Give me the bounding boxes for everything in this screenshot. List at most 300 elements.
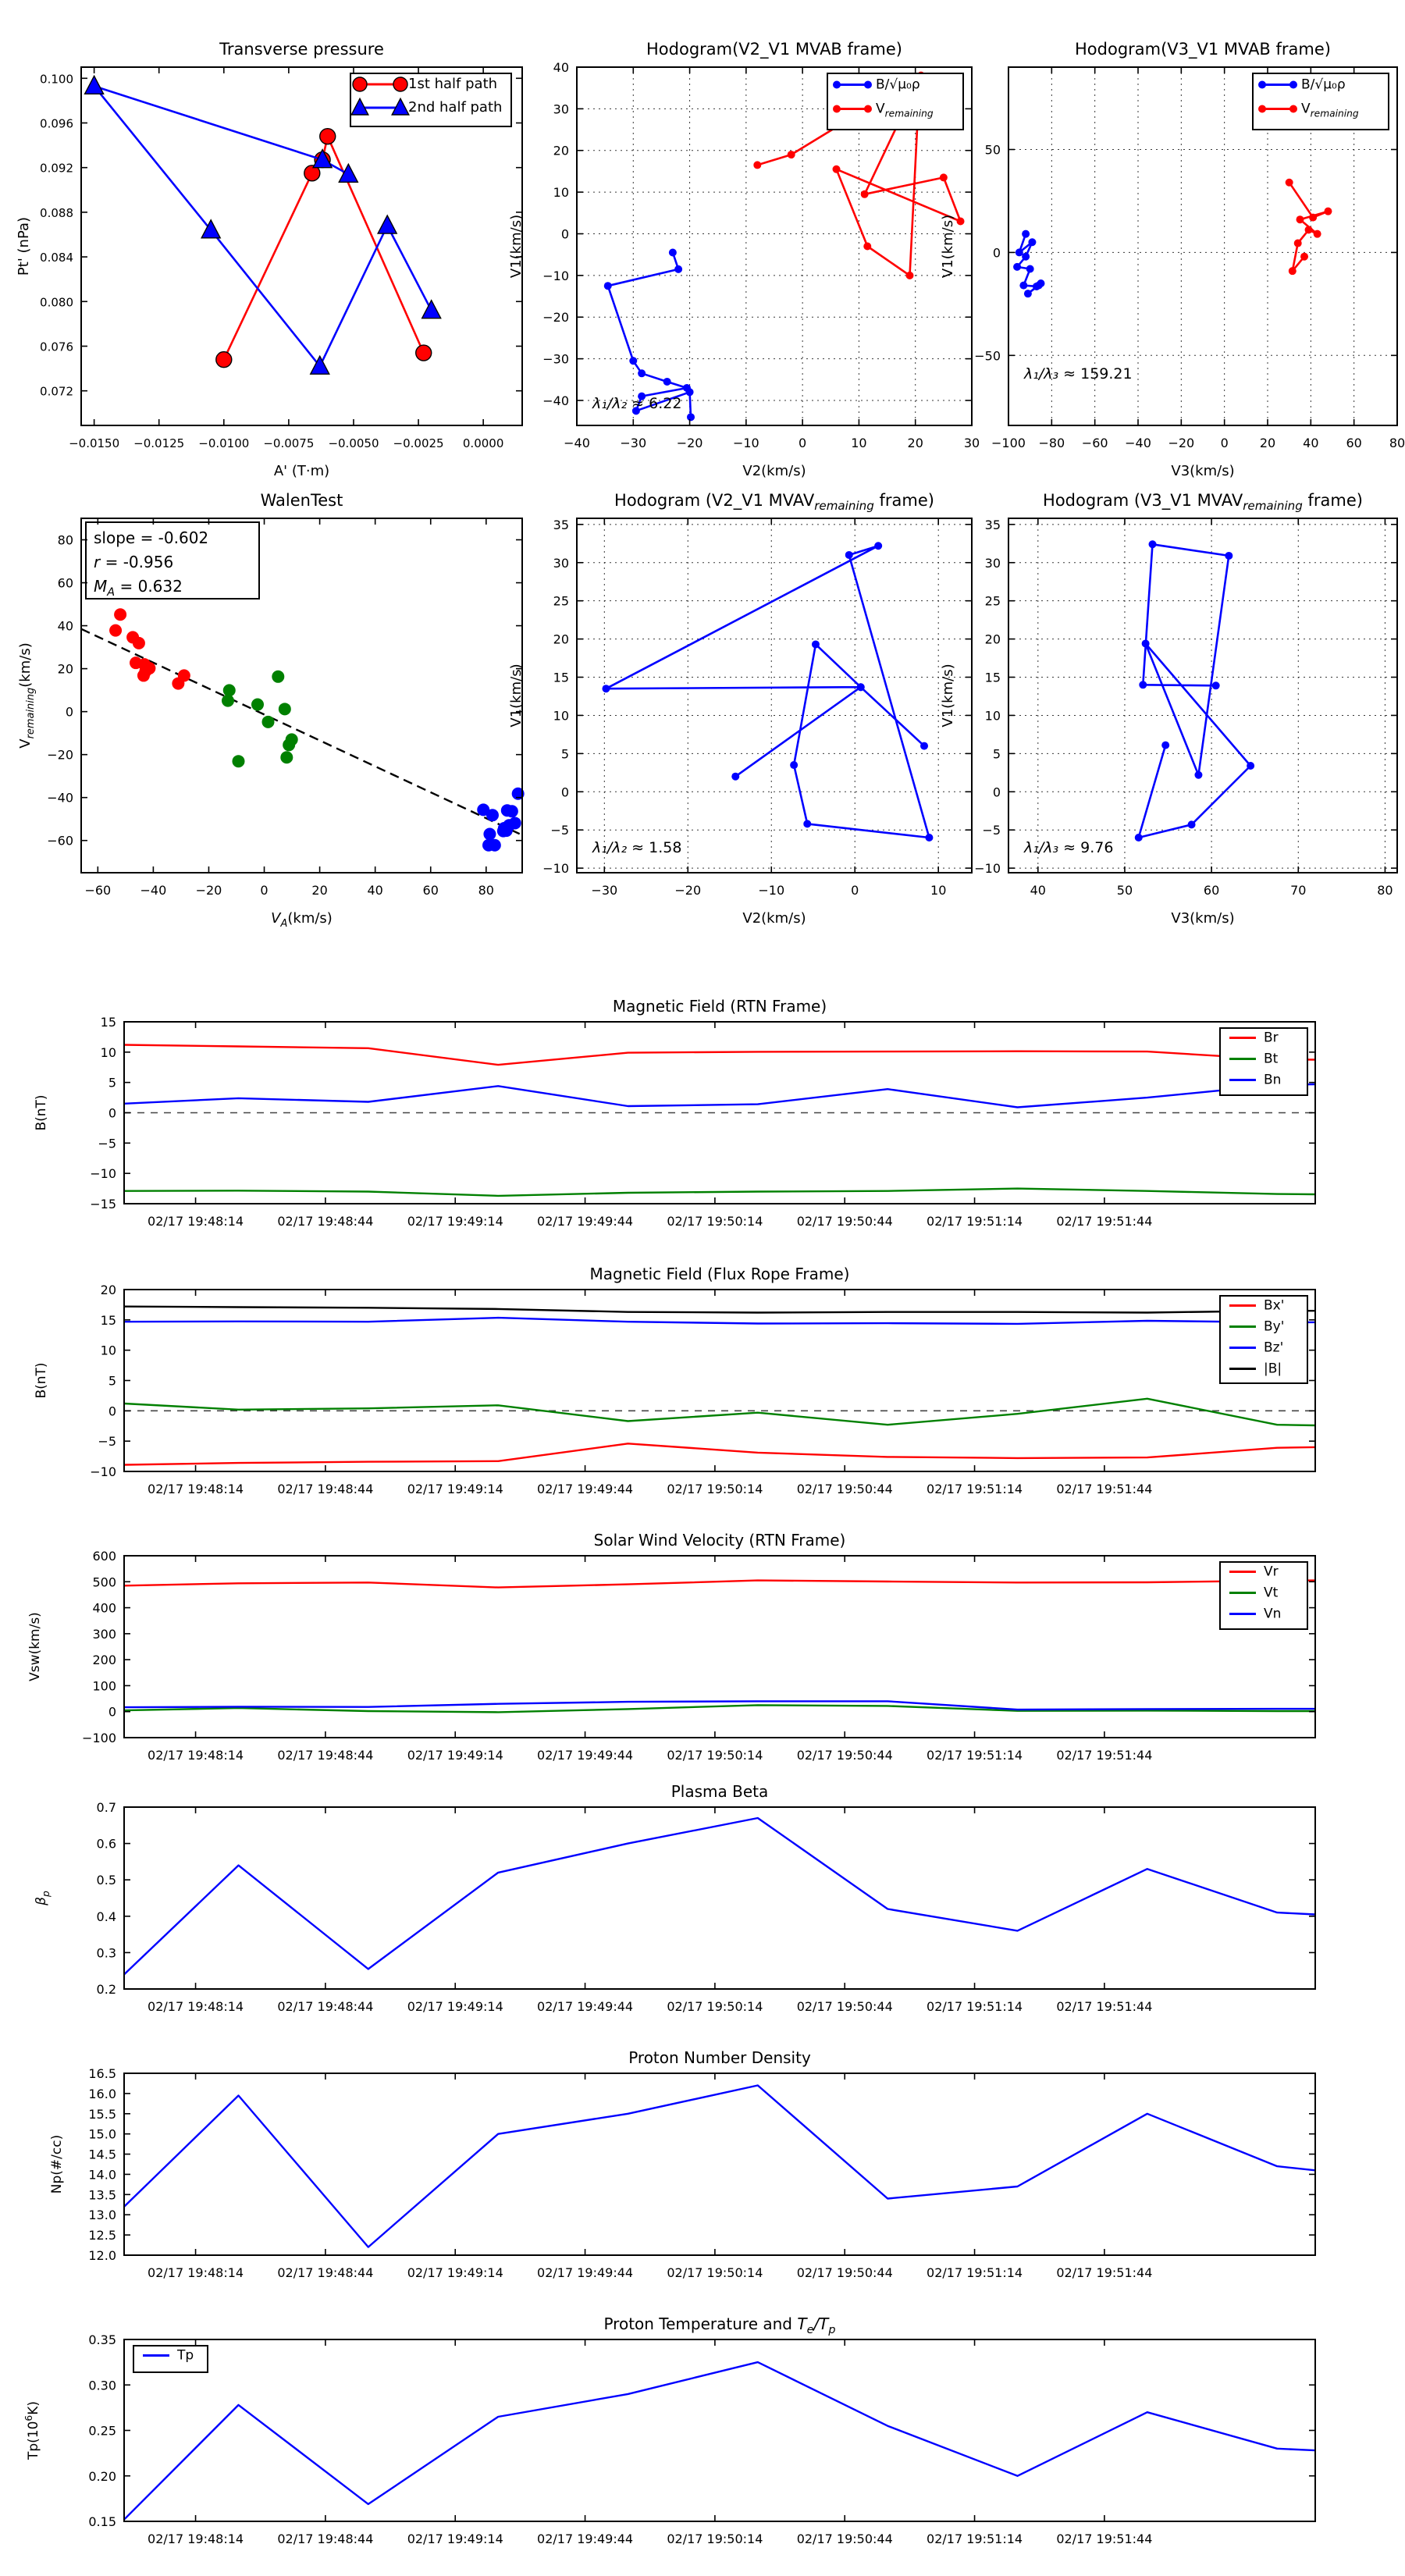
- dot-marker: [1294, 240, 1302, 247]
- dot-marker: [788, 151, 795, 158]
- data-series-B/sqrt(mu0 rho): [608, 253, 691, 418]
- y-tick-label: 5: [108, 1373, 116, 1389]
- dot-marker: [486, 809, 499, 821]
- x-tick-label: 70: [1290, 883, 1307, 898]
- axes-spines: [577, 518, 972, 873]
- dot-marker: [222, 695, 234, 707]
- dot-marker: [920, 742, 928, 750]
- x-tick-label: −40: [140, 883, 167, 898]
- x-tick-label: 0.0000: [462, 436, 504, 450]
- x-tick-label: 02/17 19:50:44: [796, 2265, 893, 2280]
- dot-marker: [1013, 263, 1021, 271]
- x-tick-label: 02/17 19:48:14: [148, 2265, 244, 2280]
- y-tick-label: 10: [100, 1343, 116, 1358]
- dot-marker: [1247, 762, 1254, 770]
- dot-marker: [1016, 248, 1023, 256]
- x-tick-label: 02/17 19:50:44: [796, 1214, 893, 1229]
- y-tick-label: 14.5: [88, 2147, 116, 2162]
- data-series-Bx': [124, 1443, 1315, 1464]
- data-series-|B|: [124, 1307, 1315, 1313]
- x-tick-label: −0.0075: [263, 436, 315, 450]
- x-tick-label: −20: [676, 436, 703, 450]
- dot-marker: [1149, 540, 1157, 548]
- x-tick-label: 02/17 19:50:44: [796, 1999, 893, 2014]
- dot-marker: [812, 640, 820, 648]
- data-series-1st half path: [224, 137, 424, 360]
- x-tick-label: 0: [851, 883, 859, 898]
- data-series-beta_p: [124, 1818, 1315, 1974]
- y-tick-label: 0: [108, 1704, 116, 1720]
- data-series-Vr: [124, 1581, 1315, 1588]
- y-tick-label: 0.096: [40, 116, 73, 131]
- y-tick-label: 16.0: [88, 2086, 116, 2101]
- y-tick-label: 15: [984, 670, 1001, 685]
- x-tick-label: 02/17 19:48:14: [148, 1214, 244, 1229]
- y-axis-label: Pt' (nPa): [16, 216, 32, 276]
- x-tick-label: 10: [851, 436, 867, 450]
- x-tick-label: 02/17 19:50:14: [667, 2532, 763, 2546]
- panel-title: Magnetic Field (RTN Frame): [612, 997, 827, 1016]
- x-tick-label: −0.0050: [328, 436, 379, 450]
- x-tick-label: 02/17 19:48:14: [148, 2532, 244, 2546]
- dot-marker: [283, 738, 295, 751]
- plot-title: Hodogram (V2_V1 $MVAV_{remaining}$ frame): [614, 491, 934, 513]
- x-tick-label: 20: [907, 436, 923, 450]
- dot-marker: [1289, 267, 1297, 275]
- x-tick-label: 02/17 19:49:44: [537, 1482, 634, 1496]
- y-tick-label: −40: [542, 393, 569, 408]
- legend-label: |B|: [1264, 1361, 1282, 1377]
- x-tick-label: 02/17 19:49:14: [407, 1214, 503, 1229]
- dot-marker: [1289, 81, 1297, 89]
- dot-marker: [1212, 681, 1220, 689]
- data-series-Tp: [124, 2362, 1315, 2520]
- x-tick-label: 02/17 19:48:14: [148, 1482, 244, 1496]
- data-series-V3-V1 path: [1139, 544, 1250, 838]
- dot-marker: [687, 413, 695, 421]
- panel-title: Proton Temperature and $T_e/T_p$: [603, 2314, 836, 2336]
- x-tick-label: 02/17 19:48:44: [277, 1214, 374, 1229]
- y-axis-label: B(nT): [34, 1094, 49, 1131]
- x-tick-label: 02/17 19:49:14: [407, 2532, 503, 2546]
- dot-marker: [489, 839, 501, 852]
- legend-label: Vr: [1264, 1564, 1279, 1580]
- dot-marker: [1142, 639, 1150, 647]
- x-tick-label: −0.0125: [133, 436, 185, 450]
- x-axis-label: V2(km/s): [742, 463, 806, 479]
- legend-label: B/√μ₀ρ: [1301, 76, 1346, 93]
- x-tick-label: −20: [195, 883, 222, 898]
- x-tick-label: 02/17 19:49:44: [537, 2532, 634, 2546]
- y-tick-label: 300: [92, 1626, 116, 1642]
- annotation: λ₁/λ₃ ≈ 9.76: [1024, 839, 1114, 856]
- dot-marker: [1022, 230, 1030, 238]
- y-axis-label: $V_{remaining}(km/s)$: [17, 642, 37, 749]
- dot-marker: [638, 369, 646, 377]
- x-tick-label: 0: [260, 883, 269, 898]
- x-tick-label: 02/17 19:50:14: [667, 1999, 763, 2014]
- y-tick-label: 0.6: [96, 1836, 116, 1852]
- y-tick-label: −15: [90, 1197, 116, 1212]
- x-axis-label: V3(km/s): [1171, 463, 1235, 479]
- legend-label: Bt: [1264, 1051, 1279, 1067]
- y-axis-label: Np(#/cc): [49, 2134, 65, 2194]
- legend-label: 2nd half path: [408, 99, 503, 116]
- y-tick-label: −5: [98, 1434, 116, 1450]
- x-tick-label: 02/17 19:50:44: [796, 1482, 893, 1496]
- annotation: λ₁/λ₂ ≈ 6.22: [592, 395, 682, 412]
- axes-spines: [124, 1290, 1315, 1471]
- legend-label: Br: [1264, 1030, 1279, 1046]
- x-tick-label: 02/17 19:49:44: [537, 2265, 634, 2280]
- y-axis-label: V1(km/s): [940, 214, 956, 279]
- x-tick-label: 02/17 19:51:44: [1056, 2265, 1153, 2280]
- y-tick-label: 600: [92, 1549, 116, 1564]
- y-tick-label: −10: [90, 1464, 116, 1479]
- y-axis-label: Vsw(km/s): [27, 1612, 43, 1681]
- y-tick-label: −10: [90, 1166, 116, 1182]
- x-tick-label: 02/17 19:49:14: [407, 2265, 503, 2280]
- legend-label: Bx': [1264, 1297, 1285, 1314]
- dot-marker: [1188, 820, 1196, 828]
- legend-label: $V_{remaining}$: [1301, 101, 1359, 119]
- y-tick-label: 500: [92, 1574, 116, 1590]
- dot-marker: [1194, 771, 1202, 779]
- y-tick-label: 0.3: [96, 1945, 116, 1961]
- y-tick-label: 16.5: [88, 2066, 116, 2081]
- x-tick-label: 02/17 19:51:14: [927, 2532, 1023, 2546]
- y-axis-label: $\beta_p$: [34, 1891, 52, 1905]
- dot-marker: [833, 105, 841, 113]
- y-tick-label: −5: [98, 1136, 116, 1151]
- y-axis-label: V1(km/s): [940, 664, 956, 728]
- triangle-marker: [85, 76, 104, 94]
- y-tick-label: 0.35: [88, 2332, 116, 2347]
- y-tick-label: 0: [108, 1404, 116, 1419]
- y-tick-label: 0: [560, 226, 569, 242]
- y-tick-label: 0: [992, 245, 1001, 261]
- dot-marker: [674, 265, 682, 273]
- dot-marker: [1309, 214, 1317, 222]
- y-tick-label: 12.0: [88, 2248, 116, 2263]
- y-tick-label: 0.4: [96, 1909, 116, 1924]
- y-tick-label: 0.092: [40, 161, 73, 176]
- x-axis-label: V3(km/s): [1171, 910, 1235, 927]
- dot-marker: [1135, 834, 1143, 841]
- dot-marker: [663, 378, 671, 386]
- y-tick-label: 400: [92, 1600, 116, 1616]
- y-tick-label: 0.072: [40, 384, 73, 399]
- x-tick-label: −10: [732, 436, 759, 450]
- dot-marker: [1314, 230, 1321, 238]
- dot-marker: [262, 716, 275, 728]
- x-tick-label: 02/17 19:49:14: [407, 1748, 503, 1763]
- x-tick-label: 40: [367, 883, 383, 898]
- axes-spines: [124, 1807, 1315, 1989]
- triangle-marker: [422, 301, 441, 318]
- y-tick-label: 35: [984, 517, 1001, 532]
- x-tick-label: 0: [1220, 436, 1229, 450]
- plot-title: WalenTest: [260, 491, 343, 510]
- dot-marker: [861, 190, 869, 198]
- x-tick-label: 02/17 19:48:44: [277, 1748, 374, 1763]
- y-tick-label: 80: [57, 532, 73, 548]
- x-tick-label: −0.0025: [393, 436, 444, 450]
- dot-marker: [1139, 681, 1147, 688]
- y-tick-label: 15: [100, 1015, 116, 1030]
- x-tick-label: 02/17 19:50:14: [667, 1214, 763, 1229]
- x-tick-label: 02/17 19:48:14: [148, 1748, 244, 1763]
- y-tick-label: 0.080: [40, 295, 73, 310]
- y-tick-label: 25: [984, 593, 1001, 609]
- dot-marker: [857, 683, 865, 691]
- y-tick-label: −100: [82, 1731, 116, 1745]
- x-axis-label: $V_A(km/s)$: [271, 910, 333, 930]
- dot-marker: [1258, 81, 1266, 89]
- x-tick-label: 20: [1259, 436, 1276, 450]
- legend-label: $V_{remaining}$: [876, 101, 934, 119]
- y-tick-label: 20: [100, 1283, 116, 1297]
- y-tick-label: 15.5: [88, 2106, 116, 2122]
- y-tick-label: 0.084: [40, 251, 73, 265]
- y-tick-label: 10: [553, 185, 569, 201]
- y-axis-label: V1(km/s): [508, 664, 525, 728]
- x-tick-label: 10: [930, 883, 947, 898]
- y-tick-label: 0.100: [40, 72, 73, 87]
- circle-marker: [393, 77, 407, 91]
- dot-marker: [864, 81, 872, 89]
- x-tick-label: −20: [674, 883, 702, 898]
- y-tick-label: 0.15: [88, 2514, 116, 2529]
- y-axis-label: V1(km/s): [508, 214, 525, 279]
- x-tick-label: 02/17 19:48:44: [277, 1999, 374, 2014]
- panel-title: Plasma Beta: [670, 1782, 769, 1801]
- dot-marker: [925, 834, 933, 841]
- y-tick-label: 20: [57, 661, 73, 677]
- y-tick-label: 0.30: [88, 2378, 116, 2393]
- x-tick-label: 60: [1346, 436, 1362, 450]
- y-tick-label: 0.7: [96, 1800, 116, 1815]
- dot-marker: [940, 173, 948, 181]
- y-tick-label: 10: [984, 708, 1001, 724]
- x-tick-label: 02/17 19:51:14: [927, 1748, 1023, 1763]
- y-tick-label: 13.5: [88, 2187, 116, 2203]
- dot-marker: [602, 685, 610, 692]
- dot-marker: [172, 678, 184, 690]
- y-tick-label: 100: [92, 1678, 116, 1694]
- dot-marker: [251, 699, 264, 711]
- y-tick-label: 5: [992, 746, 1001, 762]
- legend-box: [133, 2346, 208, 2372]
- data-series-Bn: [124, 1084, 1315, 1108]
- circle-marker: [416, 345, 432, 361]
- y-tick-label: 5: [560, 746, 569, 762]
- dot-marker: [1286, 179, 1293, 187]
- data-series-Bz': [124, 1318, 1315, 1324]
- x-tick-label: 02/17 19:51:44: [1056, 1748, 1153, 1763]
- x-tick-label: 40: [1030, 883, 1046, 898]
- panel-title: Solar Wind Velocity (RTN Frame): [593, 1531, 846, 1550]
- dot-marker: [506, 805, 518, 817]
- dot-marker: [114, 608, 126, 621]
- dot-marker: [874, 542, 882, 550]
- dot-marker: [790, 761, 798, 769]
- x-tick-label: 02/17 19:51:14: [927, 2265, 1023, 2280]
- dot-marker: [1225, 552, 1232, 560]
- dot-marker: [1161, 742, 1169, 749]
- y-tick-label: 35: [553, 517, 569, 532]
- circle-marker: [353, 77, 367, 91]
- x-tick-label: −30: [620, 436, 647, 450]
- legend-label: Bn: [1264, 1072, 1282, 1088]
- y-tick-label: 25: [553, 593, 569, 609]
- y-tick-label: 30: [553, 555, 569, 571]
- dot-marker: [272, 671, 284, 683]
- axes-spines: [124, 2073, 1315, 2255]
- y-tick-label: −5: [982, 823, 1001, 838]
- dot-marker: [143, 662, 155, 674]
- x-tick-label: 60: [1203, 883, 1220, 898]
- x-axis-label: A' (T·m): [273, 463, 330, 479]
- x-tick-label: −0.0150: [69, 436, 120, 450]
- y-tick-label: 0: [108, 1105, 116, 1121]
- y-tick-label: −10: [542, 861, 569, 877]
- y-tick-label: 10: [553, 708, 569, 724]
- x-tick-label: −100: [991, 436, 1026, 450]
- plot-title: Transverse pressure: [219, 40, 384, 59]
- x-tick-label: 02/17 19:51:44: [1056, 1214, 1153, 1229]
- dot-marker: [957, 217, 965, 225]
- y-tick-label: −10: [542, 268, 569, 283]
- y-tick-label: 0.25: [88, 2423, 116, 2439]
- y-tick-label: 15: [553, 670, 569, 685]
- y-tick-label: −40: [47, 790, 73, 806]
- y-tick-label: 50: [984, 142, 1001, 158]
- x-tick-label: −80: [1038, 436, 1065, 450]
- y-tick-label: 0: [992, 785, 1001, 800]
- x-tick-label: 02/17 19:51:44: [1056, 1999, 1153, 2014]
- x-tick-label: 30: [963, 436, 980, 450]
- x-tick-label: 02/17 19:49:14: [407, 1482, 503, 1496]
- panel-title: Proton Number Density: [628, 2048, 811, 2067]
- dot-marker: [686, 388, 694, 396]
- data-series-Br: [124, 1045, 1315, 1066]
- dot-marker: [280, 751, 293, 763]
- dot-marker: [864, 105, 872, 113]
- y-tick-label: 60: [57, 575, 73, 591]
- x-tick-label: 02/17 19:51:44: [1056, 2532, 1153, 2546]
- dot-marker: [1305, 226, 1313, 233]
- y-tick-label: −20: [542, 310, 569, 326]
- dot-marker: [1024, 290, 1032, 297]
- data-series-By': [124, 1399, 1315, 1425]
- x-tick-label: −0.0100: [198, 436, 250, 450]
- y-tick-label: 0.20: [88, 2468, 116, 2484]
- dot-marker: [1019, 282, 1027, 290]
- dot-marker: [833, 81, 841, 89]
- legend-label: By': [1264, 1318, 1285, 1335]
- x-tick-label: 02/17 19:48:14: [148, 1999, 244, 2014]
- dot-marker: [133, 637, 145, 649]
- y-tick-label: 10: [100, 1044, 116, 1060]
- y-tick-label: 30: [984, 555, 1001, 571]
- x-tick-label: 40: [1303, 436, 1319, 450]
- dot-marker: [483, 827, 496, 840]
- x-tick-label: −10: [758, 883, 785, 898]
- y-tick-label: 5: [108, 1075, 116, 1091]
- dot-marker: [1022, 253, 1030, 261]
- x-tick-label: 02/17 19:50:44: [796, 2532, 893, 2546]
- x-tick-label: 02/17 19:49:14: [407, 1999, 503, 2014]
- x-tick-label: −40: [564, 436, 590, 450]
- y-tick-label: 20: [984, 632, 1001, 647]
- info-box-line: slope = -0.602: [94, 528, 209, 547]
- y-tick-label: 13.0: [88, 2208, 116, 2223]
- dot-marker: [1258, 105, 1266, 113]
- y-tick-label: 40: [553, 60, 569, 75]
- dot-marker: [629, 357, 637, 365]
- y-tick-label: 15: [100, 1312, 116, 1328]
- legend-label: B/√μ₀ρ: [876, 76, 920, 93]
- x-tick-label: −20: [1168, 436, 1195, 450]
- y-tick-label: −10: [974, 861, 1001, 877]
- y-tick-label: 20: [553, 632, 569, 647]
- dot-marker: [1026, 265, 1034, 273]
- y-tick-label: 0: [560, 785, 569, 800]
- y-tick-label: 0: [65, 704, 73, 720]
- info-box-line: r = -0.956: [94, 553, 174, 571]
- dot-marker: [731, 773, 739, 781]
- x-tick-label: −60: [84, 883, 112, 898]
- circle-marker: [320, 129, 336, 144]
- dot-marker: [833, 165, 841, 173]
- x-tick-label: −30: [591, 883, 618, 898]
- dot-marker: [1028, 238, 1036, 246]
- y-tick-label: −5: [550, 823, 569, 838]
- data-series-V2-V1 path: [606, 546, 929, 838]
- dot-marker: [232, 755, 244, 767]
- plot-title: Hodogram(V3_V1 MVAB frame): [1075, 40, 1331, 59]
- x-tick-label: 80: [1377, 883, 1393, 898]
- x-axis-label: V2(km/s): [742, 910, 806, 927]
- x-tick-label: 02/17 19:50:14: [667, 1748, 763, 1763]
- dot-marker: [279, 703, 291, 715]
- y-tick-label: 12.5: [88, 2228, 116, 2243]
- dot-marker: [845, 551, 853, 559]
- dot-marker: [1297, 215, 1304, 223]
- circle-marker: [216, 352, 232, 368]
- dot-marker: [604, 282, 612, 290]
- x-tick-label: 02/17 19:51:44: [1056, 1482, 1153, 1496]
- x-tick-label: −60: [1081, 436, 1108, 450]
- y-tick-label: 0.5: [96, 1873, 116, 1888]
- x-tick-label: 0: [799, 436, 807, 450]
- y-tick-label: 20: [553, 143, 569, 158]
- y-tick-label: 0.088: [40, 205, 73, 220]
- x-tick-label: 60: [422, 883, 439, 898]
- x-tick-label: 02/17 19:48:44: [277, 1482, 374, 1496]
- y-tick-label: 0.076: [40, 340, 73, 354]
- x-tick-label: 02/17 19:49:44: [537, 1748, 634, 1763]
- y-axis-label: B(nT): [34, 1362, 49, 1399]
- plot-title: Hodogram (V3_V1 $MVAV_{remaining}$ frame): [1043, 491, 1363, 513]
- x-tick-label: 80: [478, 883, 494, 898]
- annotation: λ₁/λ₂ ≈ 1.58: [592, 839, 682, 856]
- x-tick-label: 02/17 19:50:14: [667, 1482, 763, 1496]
- dot-marker: [500, 824, 513, 837]
- x-tick-label: 02/17 19:48:44: [277, 2532, 374, 2546]
- dot-marker: [1035, 282, 1043, 290]
